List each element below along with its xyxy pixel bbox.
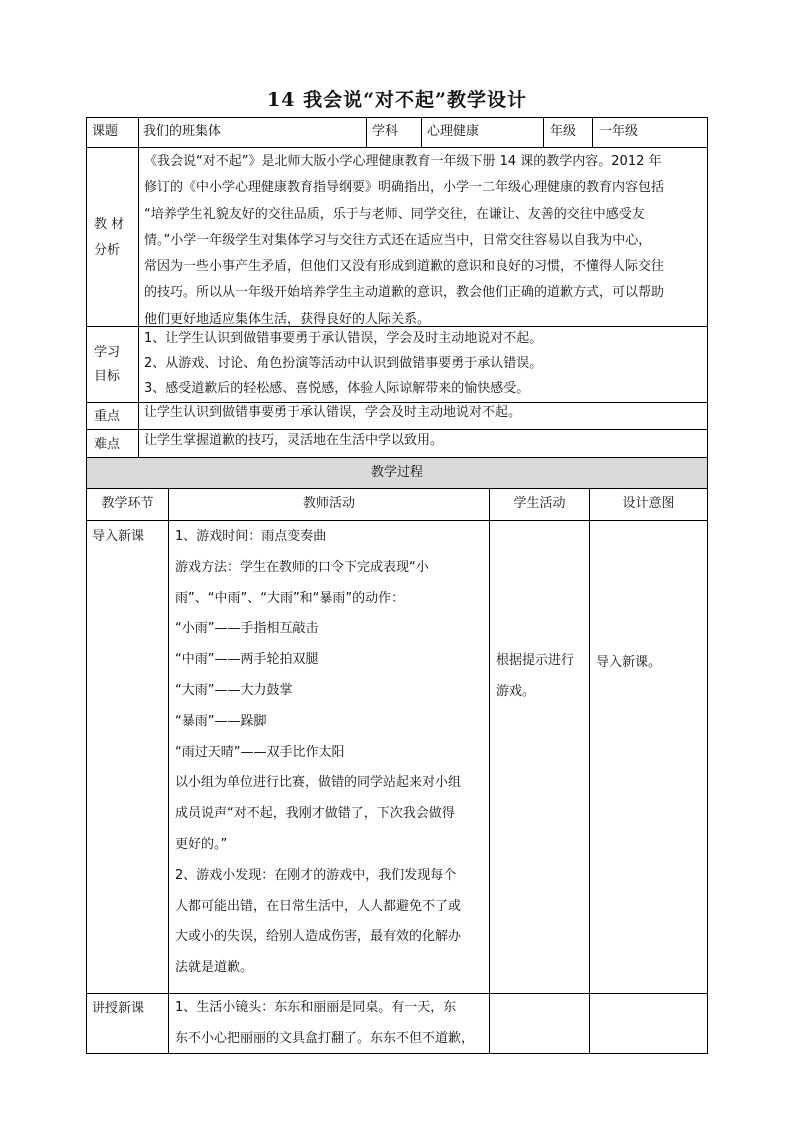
goal-item: 3、感受道歉后的轻松感、喜悦感，体验人际谅解带来的愉快感受。 <box>144 381 530 396</box>
analysis-line: 修订的《中小学心理健康教育指导纲要》明确指出，小学一二年级心理健康的教育内容包括 <box>144 180 665 196</box>
process-title: 教学过程 <box>370 465 423 480</box>
header-stage: 教学环节 <box>101 496 154 511</box>
teacher-line: 大或小的失误，给别人造成伤害，最有效的化解办 <box>175 929 462 945</box>
difficulty-text: 让学生掌握道歉的技巧，灵活地在生活中学以致用。 <box>144 433 444 448</box>
analysis-label-line2: 分析 <box>94 243 121 258</box>
topic-label: 课题 <box>92 124 119 139</box>
teacher-line: 1、生活小镜头：东东和丽丽是同桌。有一天，东 <box>175 1000 457 1015</box>
teacher-line: 雨”、“中雨”、“大雨”和“暴雨”的动作： <box>175 590 405 606</box>
analysis-line: 常因为一些小事产生矛盾，但他们又没有形成到道歉的意识和良好的习惯，不懂得人际交往 <box>144 259 665 275</box>
goals-label-line2: 目标 <box>94 369 121 384</box>
key-point-text: 让学生认识到做错事要勇于承认错误，学会及时主动地说对不起。 <box>144 405 522 420</box>
subject-value: 心理健康 <box>427 124 480 139</box>
teacher-line: “小雨”——手指相互敲击 <box>175 621 319 637</box>
teacher-line: 法就是道歉。 <box>175 960 254 976</box>
analysis-line: 《我会说“对不起”》是北师大版小学心理健康教育一年级下册 14 课的教学内容。2012 年 <box>144 154 662 169</box>
teacher-line: “中雨”——两手轮拍双腿 <box>175 652 319 668</box>
teacher-line: 1、游戏时间：雨点变奏曲 <box>175 529 327 544</box>
goals-label-line1: 学习 <box>94 345 121 360</box>
analysis-label-line1: 教 材 <box>94 217 125 232</box>
student-line: 游戏。 <box>496 683 536 699</box>
subject-label: 学科 <box>372 124 399 139</box>
analysis-label <box>94 214 124 262</box>
teacher-line: “雨过天晴”——双手比作太阳 <box>175 744 345 760</box>
analysis-line: 的技巧。所以从一年级开始培养学生主动道歉的意识，教会他们正确的道歉方式，可以帮助 <box>144 285 665 301</box>
stage-name: 讲授新课 <box>92 1001 145 1016</box>
stage-student-activity <box>496 646 588 708</box>
teacher-line: 东不小心把丽丽的文具盒打翻了。东东不但不道歉， <box>175 1030 475 1046</box>
stage-name: 导入新课 <box>92 529 145 544</box>
grade-value: 一年级 <box>599 124 639 139</box>
teacher-line: “大雨”——大力鼓掌 <box>175 682 293 698</box>
teacher-line: 更好的。” <box>175 836 228 852</box>
key-point-label: 重点 <box>94 409 121 424</box>
grade-label: 年级 <box>550 124 577 139</box>
analysis-text <box>144 149 704 333</box>
header-student: 学生活动 <box>513 496 566 511</box>
difficulty-label: 难点 <box>94 437 121 452</box>
analysis-line: 他们更好地适应集体生活，获得良好的人际关系。 <box>144 311 431 327</box>
analysis-line: “培养学生礼貌友好的交往品质，乐于与老师、同学交往，在谦让、友善的交往中感受友 <box>144 206 645 222</box>
stage-intent: 导入新课。 <box>596 655 662 670</box>
goal-item: 1、让学生认识到做错事要勇于承认错误，学会及时主动地说对不起。 <box>144 331 543 346</box>
teacher-line: 2、游戏小发现：在刚才的游戏中，我们发现每个 <box>175 867 457 883</box>
analysis-line: 情。”小学一年级学生对集体学习与交往方式还在适应当中，日常交往容易以自我为中心， <box>144 232 652 248</box>
page-title: 14 我会说“对不起”教学设计 <box>267 89 527 111</box>
student-line: 根据提示进行 <box>496 653 575 668</box>
topic-value: 我们的班集体 <box>143 124 222 139</box>
stage-teacher-activity <box>175 993 487 1055</box>
teacher-line: 游戏方法：学生在教师的口令下完成表现“小 <box>175 559 429 575</box>
goals-label <box>94 342 120 388</box>
header-intent: 设计意图 <box>622 496 675 511</box>
goals-text <box>144 326 704 401</box>
header-teacher: 教师活动 <box>302 496 355 511</box>
goal-item: 2、从游戏、讨论、角色扮演等活动中认识到做错事要勇于承认错误。 <box>144 356 543 371</box>
teacher-line: 人都可能出错，在日常生活中，人人都避免不了或 <box>175 898 462 914</box>
teacher-line: 成员说声“对不起，我刚才做错了，下次我会做得 <box>175 806 455 822</box>
stage-teacher-activity <box>175 522 487 984</box>
teacher-line: 以小组为单位进行比赛，做错的同学站起来对小组 <box>175 775 462 791</box>
teacher-line: “暴雨”——跺脚 <box>175 713 267 729</box>
